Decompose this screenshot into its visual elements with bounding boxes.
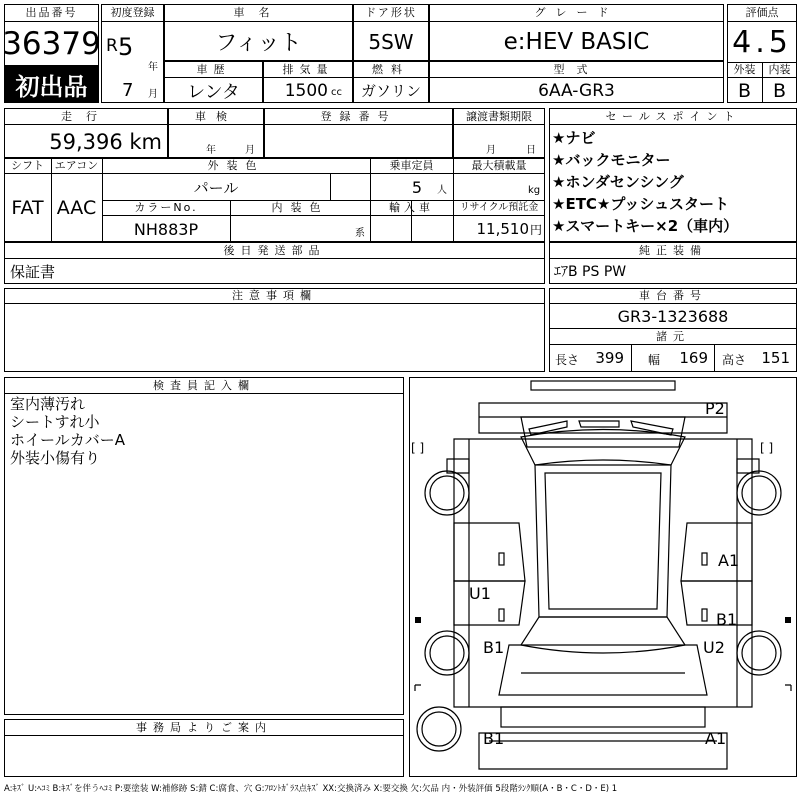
capacity: 5 bbox=[411, 177, 422, 197]
bracket-right-top: [ ] bbox=[760, 441, 774, 455]
mileage-label: 走行 bbox=[61, 109, 111, 123]
sales-label: セールスポイント bbox=[605, 109, 741, 123]
transfer-label: 譲渡書類期限 bbox=[466, 109, 532, 123]
recycle-unit: 円 bbox=[530, 222, 543, 237]
damage-mark-b1-right: B1 bbox=[716, 609, 738, 629]
inspector-note: 室内薄汚れ bbox=[10, 395, 86, 413]
score: 4.5 bbox=[732, 24, 792, 60]
capacity-label: 乗車定員 bbox=[389, 159, 434, 172]
inspection-year-unit: 年 bbox=[206, 144, 216, 156]
grade: e:HEV BASIC bbox=[503, 28, 650, 55]
later-parts-label: 後日発送部品 bbox=[223, 243, 326, 257]
damage-mark-b1-left: B1 bbox=[483, 637, 505, 657]
interior-grade: B bbox=[772, 79, 787, 102]
chassis-label: 車台番号 bbox=[639, 289, 707, 302]
inspector-note: ホイールカバーA bbox=[10, 431, 125, 449]
shift-label: シフト bbox=[11, 159, 44, 172]
car-diagram bbox=[409, 377, 797, 777]
dims-label: 諸元 bbox=[656, 329, 690, 343]
displacement-unit: cc bbox=[331, 86, 342, 98]
history-label: 車歴 bbox=[196, 62, 231, 76]
width: 169 bbox=[679, 349, 708, 367]
score-label: 評価点 bbox=[745, 6, 779, 19]
door-label: ドア形状 bbox=[365, 6, 417, 19]
color: パール bbox=[193, 178, 239, 197]
first-listing-text: 初出品 bbox=[15, 73, 88, 101]
sales-point: ★スマートキー×2（車内） bbox=[552, 217, 739, 235]
load-label: 最大積載量 bbox=[471, 159, 527, 172]
year: 5 bbox=[118, 33, 134, 61]
model-label: 型式 bbox=[553, 62, 600, 76]
damage-mark-a1-rear: A1 bbox=[705, 728, 727, 748]
lot-label: 出品番号 bbox=[25, 6, 78, 19]
load-unit: kg bbox=[528, 184, 541, 196]
recycle-label: リサイクル預託金 bbox=[459, 201, 539, 213]
exterior-grade: B bbox=[737, 79, 752, 102]
grade-label: グレード bbox=[534, 6, 619, 19]
inspector-note: シートすれ小 bbox=[10, 413, 100, 431]
reg-label: 登録番号 bbox=[320, 109, 397, 123]
equip-label: 純正装備 bbox=[639, 243, 707, 257]
door-type: 5SW bbox=[368, 29, 414, 54]
length-label: 長さ bbox=[555, 352, 580, 367]
color-label: 外装色 bbox=[207, 159, 265, 172]
bracket-left-top: [ ] bbox=[411, 441, 425, 455]
interior-label: 内装 bbox=[768, 63, 791, 76]
displacement-label: 排気量 bbox=[282, 62, 334, 76]
later-parts: 保証書 bbox=[10, 262, 56, 281]
capacity-unit: 人 bbox=[437, 184, 447, 196]
era: R bbox=[106, 36, 118, 56]
legend: A:ｷｽﾞ U:ﾍｺﾐ B:ｷｽﾞを伴うﾍｺﾐ P:要塗装 W:補修跡 S:錆 C:腐食、穴 G:ﾌﾛﾝﾄｶﾞﾗｽ点ｷｽﾞ XX:交換済み X:要交換 欠:欠品 内・外装評価 5段階ﾗﾝｸ順(A・B・C・D・E) 1 bbox=[4, 784, 618, 794]
model: 6AA-GR3 bbox=[538, 80, 615, 101]
inspector-notes bbox=[10, 395, 125, 467]
length: 399 bbox=[595, 349, 624, 367]
height-label: 高さ bbox=[722, 352, 747, 367]
shift: FAT bbox=[11, 197, 44, 219]
color-no-label: カラーNo. bbox=[134, 201, 198, 214]
notes-label: 注意事項欄 bbox=[232, 289, 317, 302]
recycle: 11,510 bbox=[476, 220, 529, 238]
int-color-label: 内装色 bbox=[271, 201, 329, 214]
chassis: GR3-1323688 bbox=[617, 306, 729, 326]
sales-points-list bbox=[552, 127, 796, 237]
inspector-label: 検査員記入欄 bbox=[153, 378, 255, 392]
month-unit: 月 bbox=[148, 88, 158, 100]
inspection-label: 車検 bbox=[195, 109, 237, 123]
lot-number: 36379 bbox=[2, 25, 101, 62]
displacement: 1500 bbox=[284, 80, 328, 101]
ac: AAC bbox=[56, 197, 97, 219]
sales-point: ★ナビ bbox=[552, 129, 596, 147]
color-no: NH883P bbox=[133, 219, 199, 239]
import-label: 輸入車 bbox=[389, 201, 434, 214]
month: 7 bbox=[122, 79, 134, 101]
year-unit: 年 bbox=[148, 61, 158, 73]
damage-mark-u2: U2 bbox=[703, 637, 725, 657]
equip: ｴｱB PS PW bbox=[554, 264, 627, 280]
ac-label: エアコン bbox=[54, 159, 99, 172]
fuel: ガソリン bbox=[360, 82, 421, 100]
sales-point: ★バックモニター bbox=[552, 151, 671, 169]
damage-mark-a1-right: A1 bbox=[718, 550, 740, 570]
damage-mark-p2: P2 bbox=[705, 398, 725, 418]
first-reg-label: 初度登録 bbox=[110, 6, 155, 19]
car-name: フィット bbox=[215, 31, 302, 56]
transfer-day-unit: 日 bbox=[526, 144, 536, 156]
transfer-month-unit: 月 bbox=[486, 144, 496, 156]
int-color-unit: 系 bbox=[355, 227, 365, 239]
width-label: 幅 bbox=[648, 352, 661, 367]
sales-point: ★ホンダセンシング bbox=[552, 173, 684, 191]
inspection-month-unit: 月 bbox=[245, 144, 255, 156]
inspector-note: 外装小傷有り bbox=[10, 449, 101, 467]
height: 151 bbox=[761, 349, 790, 367]
exterior-label: 外装 bbox=[733, 63, 756, 76]
damage-mark-b1-rear: B1 bbox=[483, 728, 505, 748]
history: レンタ bbox=[187, 81, 240, 103]
sales-point: ★ETC★プッシュスタート bbox=[552, 195, 730, 213]
fuel-label: 燃料 bbox=[372, 62, 410, 76]
damage-mark-u1: U1 bbox=[469, 583, 491, 603]
name-label: 車名 bbox=[233, 6, 284, 19]
office-label: 事務局よりご案内 bbox=[136, 720, 272, 734]
mileage: 59,396 km bbox=[49, 130, 162, 154]
